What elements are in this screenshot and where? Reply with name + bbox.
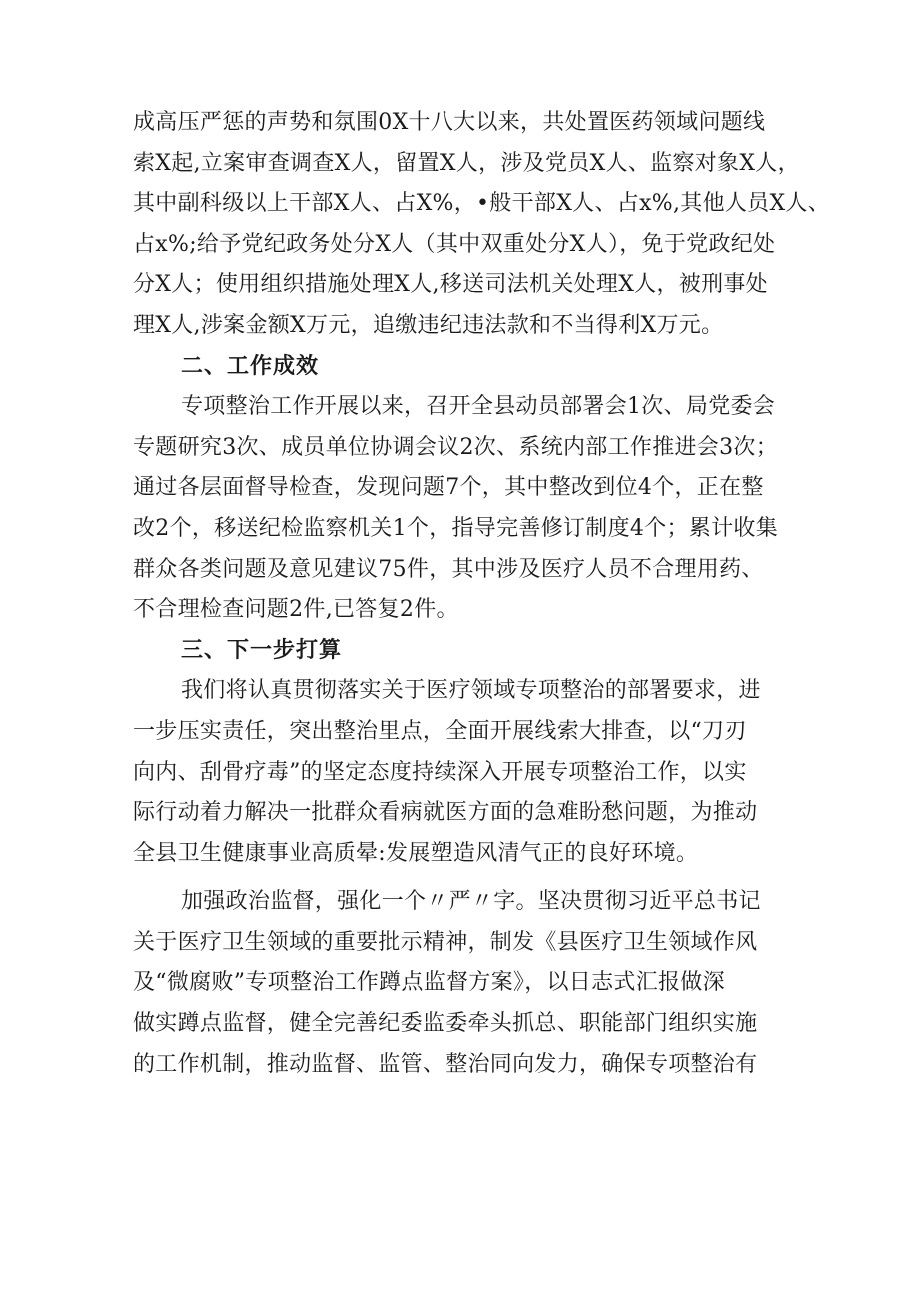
section-heading-work-results: 二、工作成效: [181, 353, 320, 379]
text-line: 专项整治工作开展以来，召开全县动员部署会1次、局党委会: [181, 394, 776, 420]
paragraph-work-results: [133, 387, 793, 631]
text-line: 全县卫生健康事业高质晕:发展塑造风清气正的良好环境。: [133, 840, 699, 866]
document-body: [133, 103, 831, 1085]
text-line: 际行动着力解决一批群众看病就医方面的急难盼愁问题，为推动: [133, 800, 758, 826]
text-line: 不合理检查问题2件,已答复2件。: [133, 597, 459, 623]
paragraph-political-supervision: [133, 882, 793, 1085]
paragraph-continued: [133, 103, 831, 347]
section-heading-next-steps: 三、下一步打算: [181, 637, 343, 663]
paragraph-next-steps: [133, 671, 793, 874]
text-line: 关于医疗卫生领域的重要批示精神，制发《县医疗卫生领域作风: [133, 929, 758, 955]
paragraph-gap: [133, 874, 793, 882]
text-line: 群众各类问题及意见建议75件，其中涉及医疗人员不合理用药、: [133, 556, 764, 582]
text-line: 分X人；使用组织措施处理X人,移送司法机关处理X人，被刑事处: [133, 272, 768, 298]
text-line: 占x%;给予党纪政务处分X人（其中双重处分X人），免于党政纪处: [133, 231, 776, 257]
text-line: 其中副科级以上干部X人、占X%，•般干部X人、占x%,其他人员X人、: [133, 191, 831, 217]
text-line: 我们将认真贯彻落实关于医疗领域专项整治的部署要求，进: [181, 678, 761, 704]
text-line: 索X起,立案审查调查X人，留置X人，涉及党员X人、监察对象X人，: [133, 150, 800, 176]
text-line: 的工作机制，推动监督、监管、整治同向发力，确保专项整治有: [133, 1051, 758, 1077]
text-line: 做实蹲点监督，健全完善纪委监委牵头抓总、职能部门组织实施: [133, 1011, 758, 1037]
text-line: 成高压严惩的声势和氛围0X十八大以来，共处置医药领域问题线: [133, 110, 766, 135]
text-line: 理X人,涉案金额X万元，追缴违纪违法款和不当得利X万元。: [133, 312, 724, 338]
text-line: 向内、刮骨疗毒”的坚定态度持续深入开展专项整治工作，以实: [133, 759, 747, 785]
text-line: 一步压实责任，突出整治里点，全面开展线索大排查，以“刀刃: [133, 718, 747, 744]
text-line: 加强政治监督，强化一个〃严〃字。坚决贯彻习近平总书记: [181, 889, 761, 915]
text-line: 改2个，移送纪检监察机关1个，指导完善修订制度4个；累计收集: [133, 515, 778, 541]
text-line: 及“微腐败”专项整治工作蹲点监督方案》，以日志式汇报做深: [133, 970, 725, 996]
text-line: 专题研究3次、成员单位协调会议2次、系统内部工作推进会3次；: [133, 434, 778, 460]
text-line: 通过各层面督导检查，发现问题7个，其中整改到位4个，正在整: [133, 475, 764, 501]
